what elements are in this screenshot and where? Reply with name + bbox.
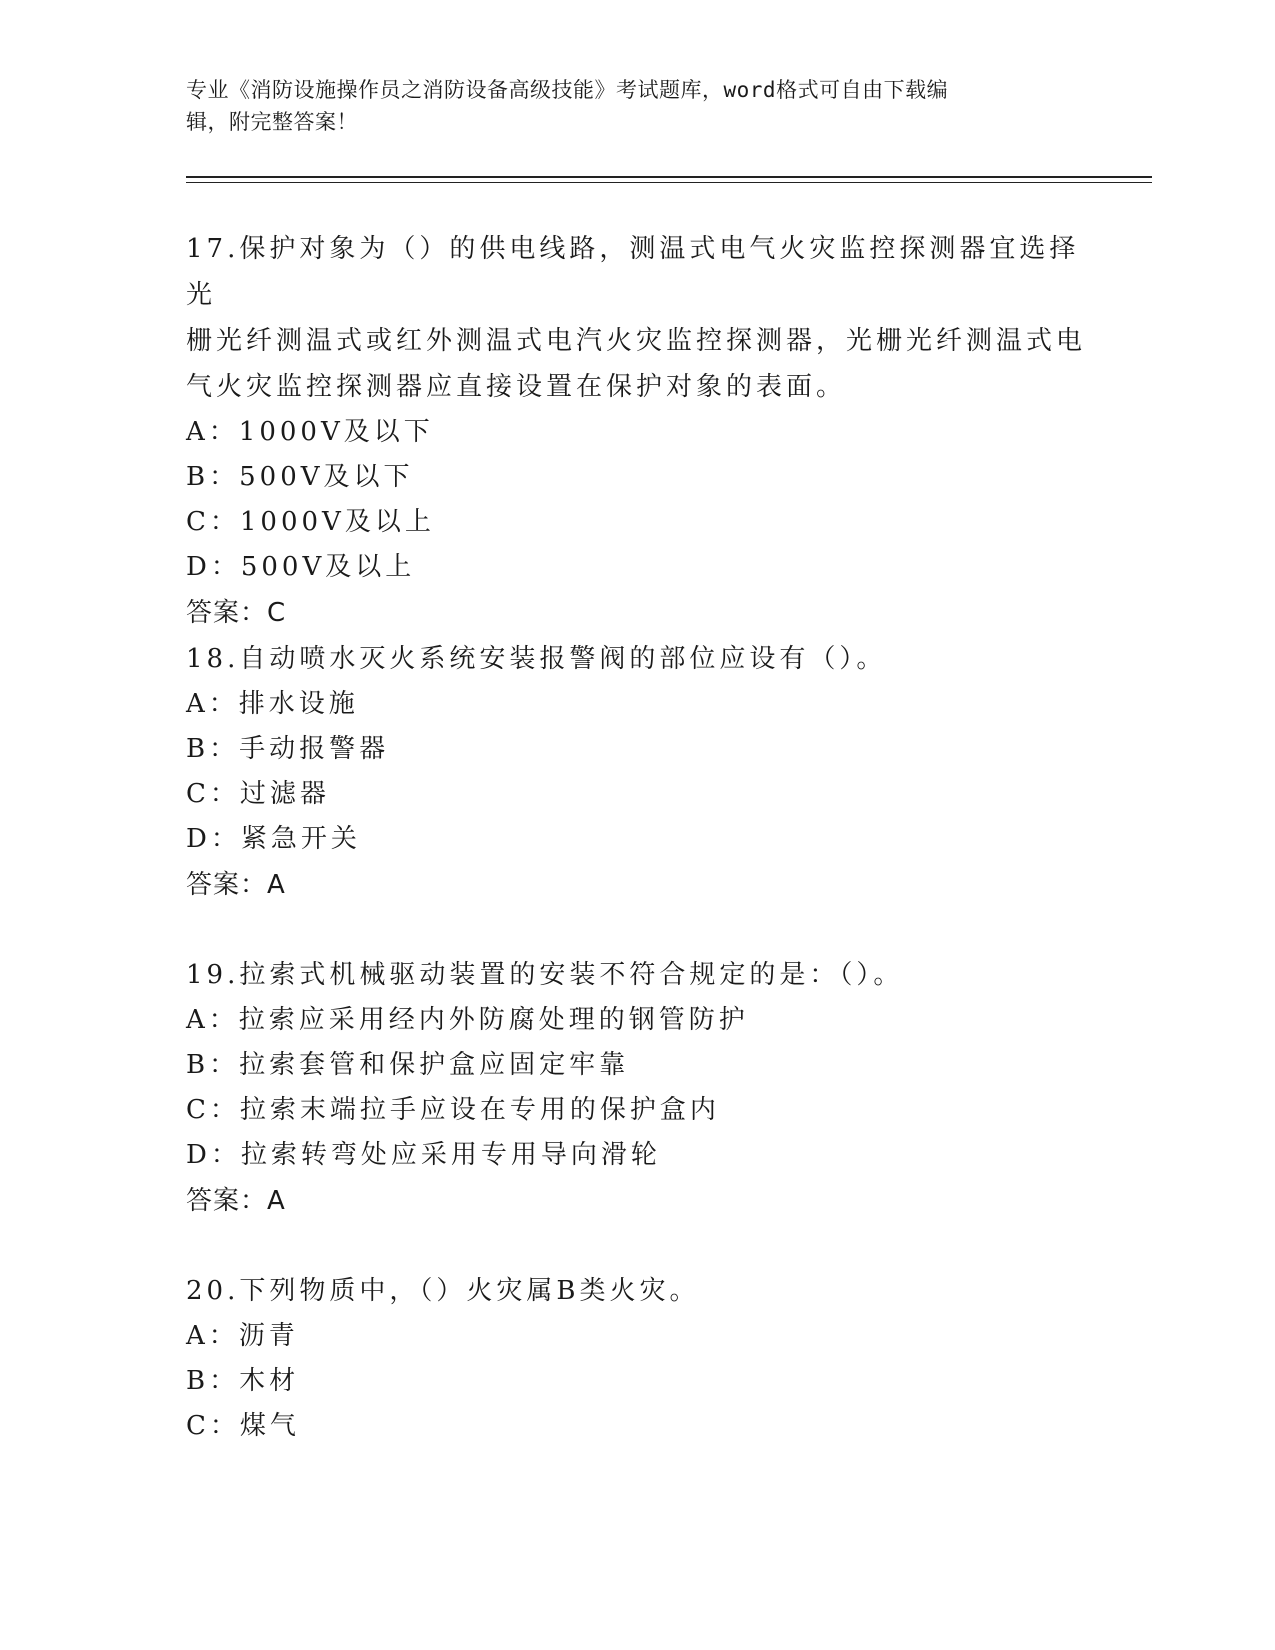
option-c: C：过滤器 bbox=[186, 779, 330, 809]
option-b: B：木材 bbox=[186, 1366, 300, 1396]
header-divider-thin bbox=[186, 182, 1152, 183]
option-a: A：沥青 bbox=[186, 1321, 299, 1351]
header-line-2: 辑，附完整答案！ bbox=[186, 110, 358, 134]
option-b: B：500V及以下 bbox=[186, 462, 414, 492]
question-stem-line: 20.下列物质中，（）火灾属B类火灾。 bbox=[186, 1276, 700, 1306]
option-c: C：煤气 bbox=[186, 1411, 300, 1441]
answer: 答案：C bbox=[186, 598, 287, 628]
document-header bbox=[186, 74, 1066, 138]
question-17 bbox=[186, 226, 1086, 636]
option-a: A：1000V及以下 bbox=[186, 417, 434, 447]
question-stem-line: 19.拉索式机械驱动装置的安装不符合规定的是：（）。 bbox=[186, 960, 904, 990]
option-d: D：紧急开关 bbox=[186, 824, 361, 854]
answer: 答案：A bbox=[186, 1186, 286, 1216]
question-19 bbox=[186, 952, 1086, 1224]
answer: 答案：A bbox=[186, 870, 286, 900]
option-c: C：1000V及以上 bbox=[186, 507, 435, 537]
question-20 bbox=[186, 1268, 1086, 1449]
question-stem-line: 栅光纤测温式或红外测温式电汽火灾监控探测器，光栅光纤测温式电 bbox=[186, 326, 1087, 356]
option-d: D：500V及以上 bbox=[186, 552, 416, 582]
option-c: C：拉索末端拉手应设在专用的保护盒内 bbox=[186, 1095, 720, 1125]
question-stem-line: 17.保护对象为（）的供电线路，测温式电气火灾监控探测器宜选择光 bbox=[186, 234, 1080, 310]
option-a: A：排水设施 bbox=[186, 689, 359, 719]
question-stem-line: 气火灾监控探测器应直接设置在保护对象的表面。 bbox=[186, 372, 847, 402]
question-18 bbox=[186, 636, 1086, 908]
header-line-1: 专业《消防设施操作员之消防设备高级技能》考试题库，word格式可自由下载编 bbox=[186, 78, 949, 102]
option-a: A：拉索应采用经内外防腐处理的钢管防护 bbox=[186, 1005, 749, 1035]
header-divider-thick bbox=[186, 176, 1152, 178]
option-d: D：拉索转弯处应采用专用导向滑轮 bbox=[186, 1140, 661, 1170]
option-b: B：手动报警器 bbox=[186, 734, 390, 764]
option-b: B：拉索套管和保护盒应固定牢靠 bbox=[186, 1050, 630, 1080]
question-stem-line: 18.自动喷水灭火系统安装报警阀的部位应设有（）。 bbox=[186, 644, 887, 674]
